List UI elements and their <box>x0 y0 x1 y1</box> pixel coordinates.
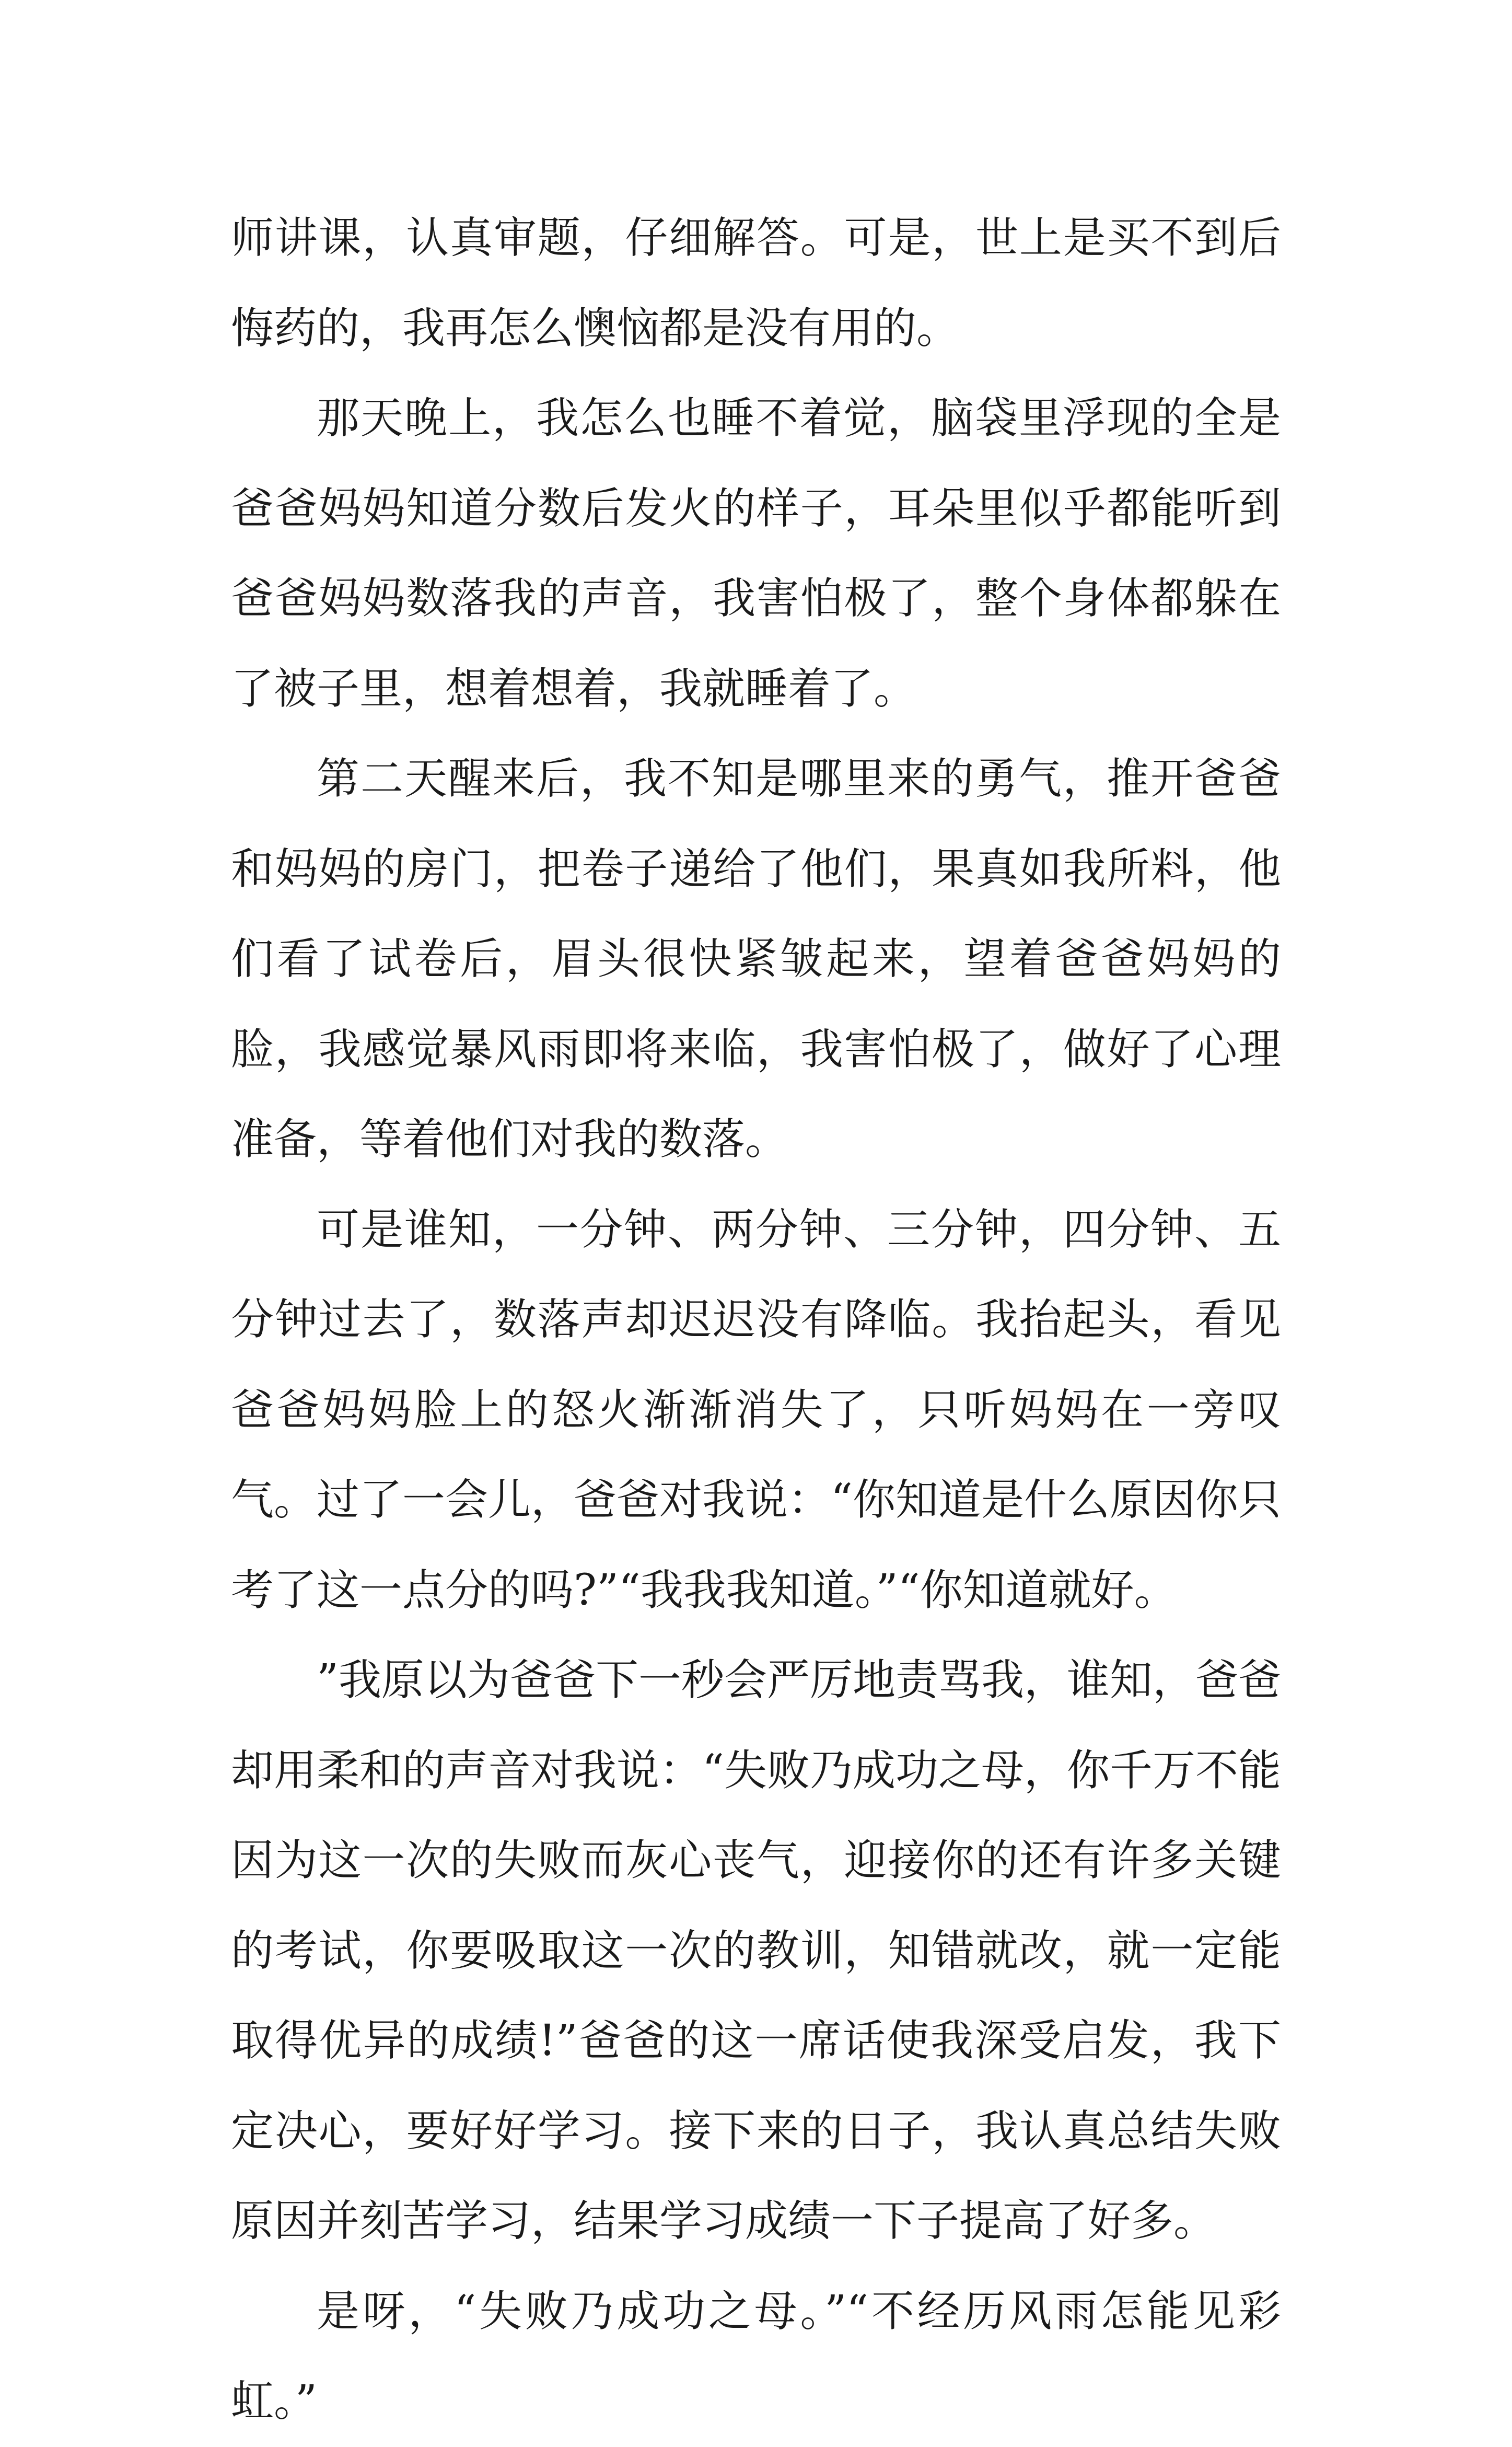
document-body <box>231 193 1281 2447</box>
paragraph-4: 可是谁知，一分钟、两分钟、三分钟，四分钟、五分钟过去了，数落声却迟迟没有降临。我抬起头，看见爸爸妈妈脸上的怒火渐渐消失了，只听妈妈在一旁叹气。过了一会儿，爸爸对我说：“你知道是什么原因你只考了这一点分的吗?”“我我我知道。”“你知道就好。 <box>231 1204 1281 1615</box>
paragraph-3: 第二天醒来后，我不知是哪里来的勇气，推开爸爸和妈妈的房门，把卷子递给了他们，果真如我所料，他们看了试卷后，眉头很快紧皱起来，望着爸爸妈妈的脸，我感觉暴风雨即将来临，我害怕极了，做好了心理准备，等着他们对我的数落。 <box>231 754 1281 1164</box>
paragraph-6: 是呀，“失败乃成功之母。”“不经历风雨怎能见彩虹。” <box>231 2286 1281 2426</box>
paragraph-2: 那天晚上，我怎么也睡不着觉，脑袋里浮现的全是爸爸妈妈知道分数后发火的样子，耳朵里似乎都能听到爸爸妈妈数落我的声音，我害怕极了，整个身体都躲在了被子里，想着想着，我就睡着了。 <box>231 393 1281 714</box>
paragraph-1: 师讲课，认真审题，仔细解答。可是，世上是买不到后悔药的，我再怎么懊恼都是没有用的。 <box>231 213 1281 353</box>
paragraph-5: ”我原以为爸爸下一秒会严厉地责骂我，谁知，爸爸却用柔和的声音对我说：“失败乃成功之母，你千万不能因为这一次的失败而灰心丧气，迎接你的还有许多关键的考试，你要吸取这一次的教训，知错就改，就一定能取得优异的成绩!”爸爸的这一席话使我深受启发，我下定决心，要好好学习。接下来的日子，我认真总结失败原因并刻苦学习，结果学习成绩一下子提高了好多。 <box>231 1655 1281 2246</box>
